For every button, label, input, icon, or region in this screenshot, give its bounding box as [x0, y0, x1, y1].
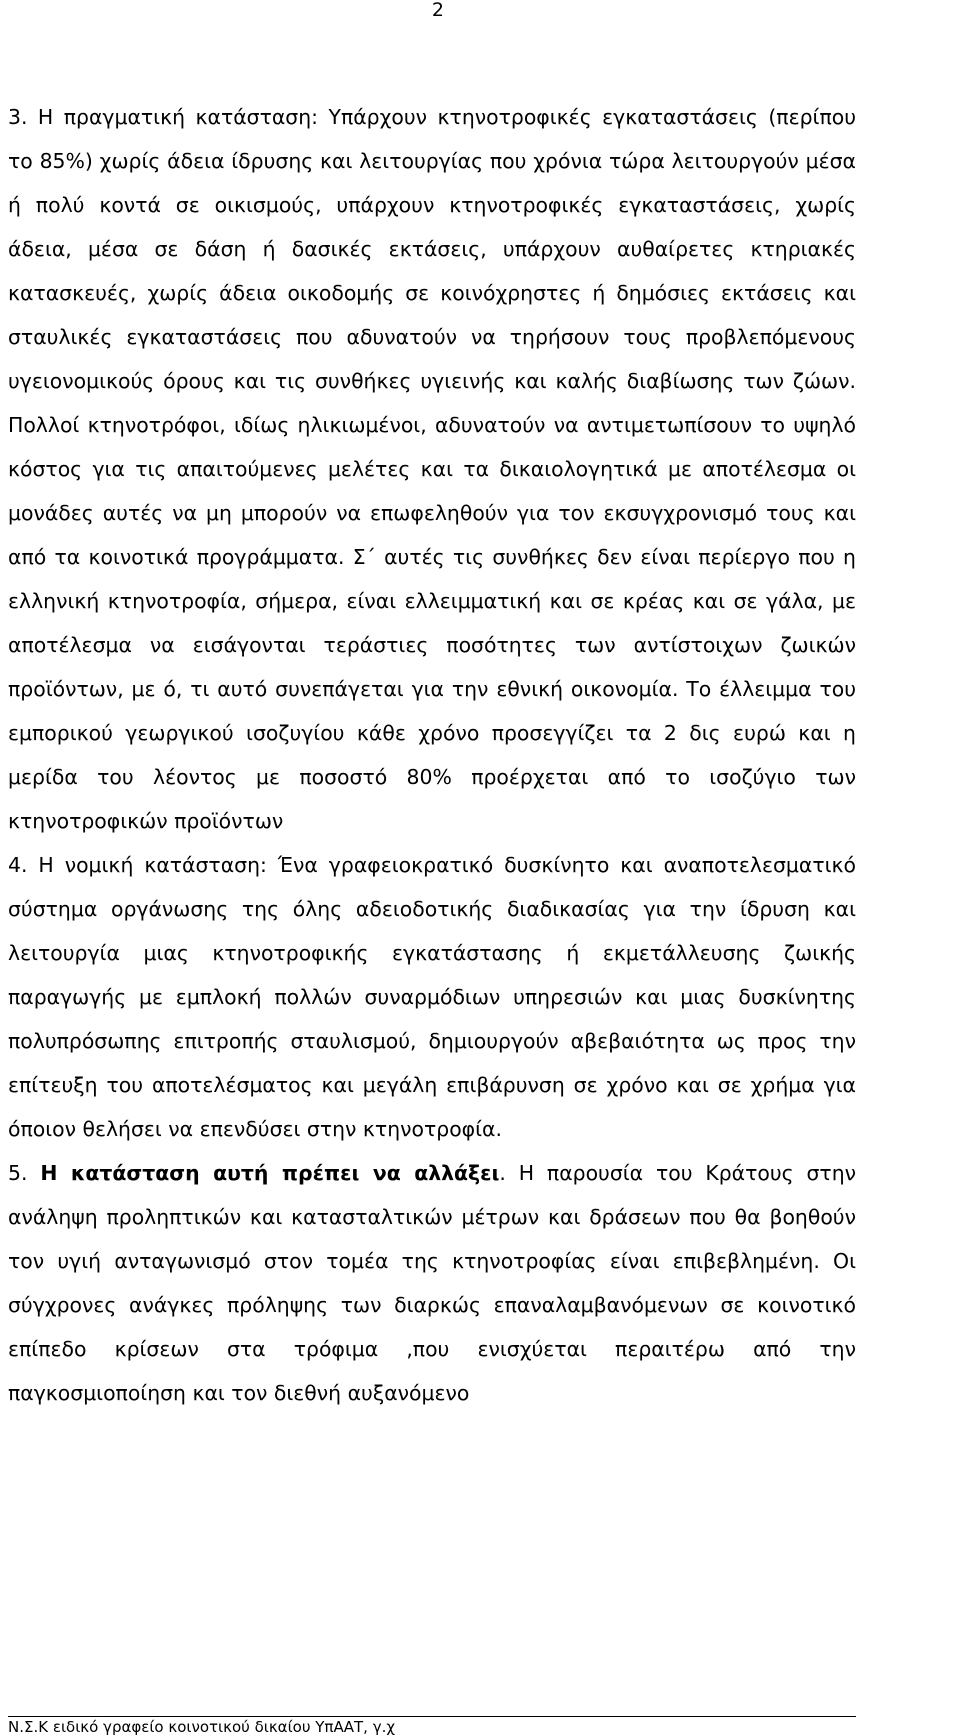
paragraph-4: 4. Η νομική κατάσταση: Ένα γραφειοκρατικό δυσκίνητο και αναποτελεσματικό σύστημα οργάνωσης της όλης αδειοδοτικής διαδικασίας για την ίδρυση και λειτουργία μιας κτηνοτροφικής εγκατάστασης ή εκμετάλλευσης ζωικής παραγωγής με εμπλοκή πολλών συναρμόδιων υπηρεσιών και μιας δυσκίνητης πολυπρόσωπης επιτροπής σταυλισμού, δημιουργούν αβεβαιότητα ως προς την επίτευξη του αποτελέσματος και μεγάλη επιβάρυνση σε χρόνο και σε χρήμα για όποιον θελήσει να επενδύσει στην κτηνοτροφία. — [8, 853, 856, 1141]
paragraph-3: 3. Η πραγματική κατάσταση: Υπάρχουν κτηνοτροφικές εγκαταστάσεις (περίπου το 85%) χωρίς άδεια ίδρυσης και λειτουργίας που χρόνια τώρα λειτουργούν μέσα ή πολύ κοντά σε οικισμούς, υπάρχουν κτηνοτροφικές εγκαταστάσεις, χωρίς άδεια, μέσα σε δάση ή δασικές εκτάσεις, υπάρχουν αυθαίρετες κτηριακές κατασκευές, χωρίς άδεια οικοδομής σε κοινόχρηστες ή δημόσιες εκτάσεις και σταυλικές εγκαταστάσεις που αδυνατούν να τηρήσουν τους προβλεπόμενους υγειονομικούς όρους και τις συνθήκες υγιεινής και καλής διαβίωσης των ζώων. Πολλοί κτηνοτρόφοι, ιδίως ηλικιωμένοι, αδυνατούν να αντιμετωπίσουν το υψηλό κόστος για τις απαιτούμενες μελέτες και τα δικαιολογητικά με αποτέλεσμα οι μονάδες αυτές να μη μπορούν να επωφεληθούν για τον εκσυγχρονισμό τους και από τα κοινοτικά προγράμματα. Σ΄ αυτές τις συνθήκες δεν είναι περίεργο που η ελληνική κτηνοτροφία, σήμερα, είναι ελλειμματική και σε κρέας και σε γάλα, με αποτέλεσμα να εισάγονται τεράστιες ποσότητες των αντίστοιχων ζωικών προϊόντων, με ό, τι αυτό συνεπάγεται για την εθνική οικονομία. Το έλλειμμα του εμπορικού γεωργικού ισοζυγίου κάθε χρόνο προσεγγίζει τα 2 δις ευρώ και η μερίδα του λέοντος με ποσοστό 80% προέρχεται από το ισοζύγιο των κτηνοτροφικών προϊόντων — [8, 105, 856, 833]
paragraph-5-bold-statement: Η κατάσταση αυτή πρέπει να αλλάξει — [40, 1161, 500, 1185]
footer-text: Ν.Σ.Κ ειδικό γραφείο κοινοτικού δικαίου ΥπΑΑΤ, γ.χ — [8, 1718, 395, 1736]
paragraph-5 — [8, 1151, 856, 1415]
footer-divider — [8, 1716, 856, 1717]
page-number: 2 — [431, 0, 444, 21]
paragraph-5-number: 5. — [8, 1161, 41, 1185]
paragraph-5-text: . Η παρουσία του Κράτους στην ανάληψη προληπτικών και κατασταλτικών μέτρων και δράσεων που θα βοηθούν τον υγιή ανταγωνισμό στον τομέα της κτηνοτροφίας είναι επιβεβλημένη. Οι σύγχρονες ανάγκες πρόληψης των διαρκώς επαναλαμβανόμενων σε κοινοτικό επίπεδο κρίσεων στα τρόφιμα ,που ενισχύεται περαιτέρω από την παγκοσμιοποίηση και τον διεθνή αυξανόμενο — [8, 1161, 857, 1405]
document-body — [8, 95, 856, 1415]
